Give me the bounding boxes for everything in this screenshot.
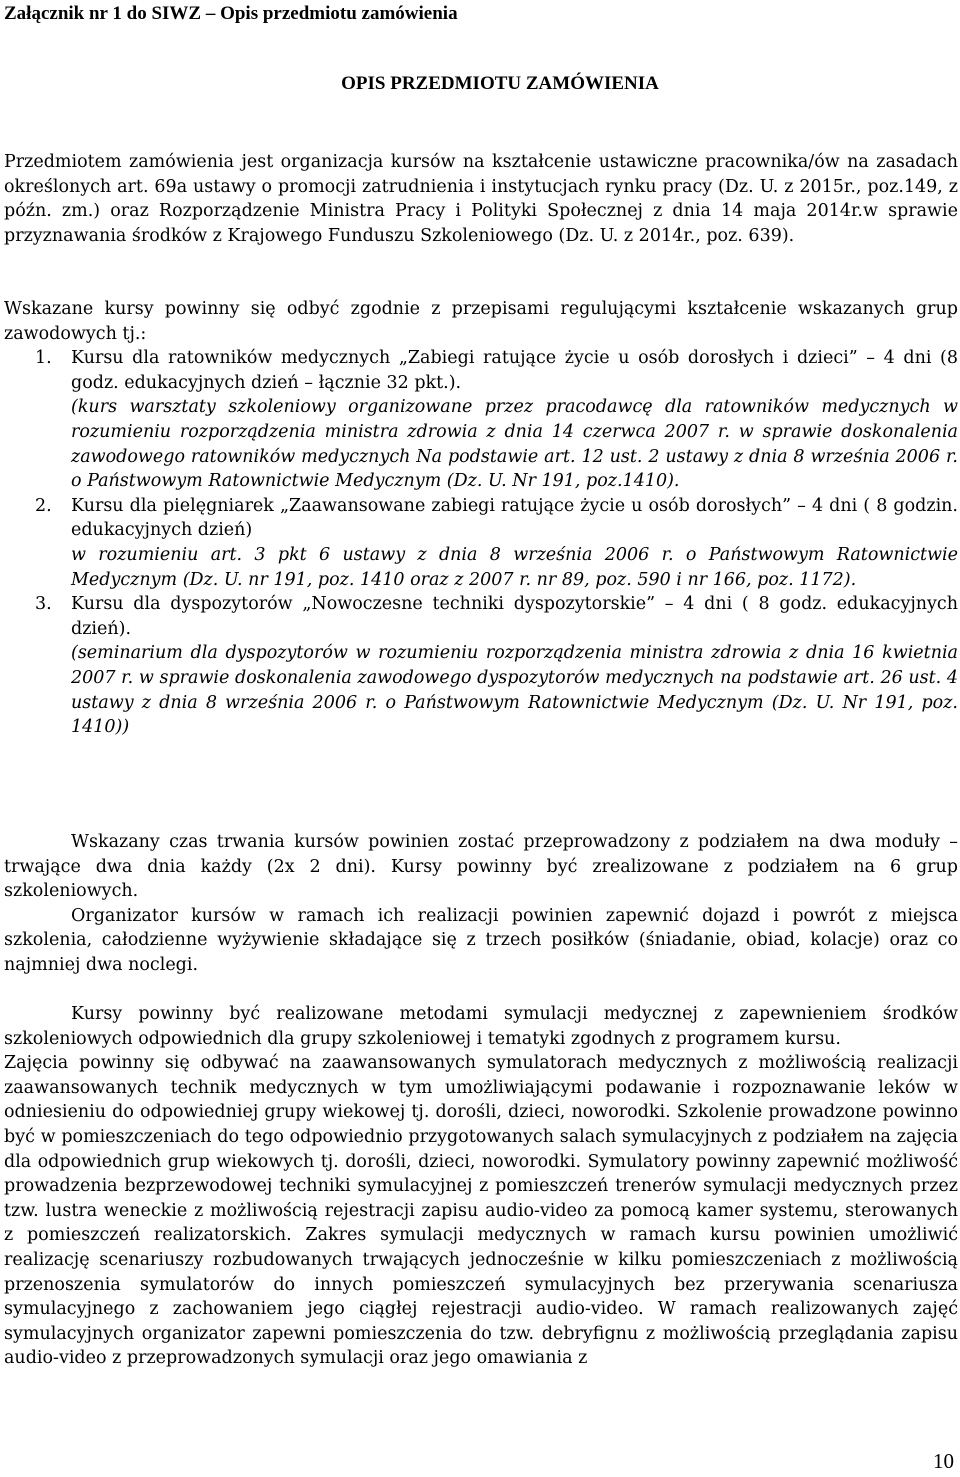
course-title: Kursu dla dyspozytorów „Nowoczesne techniki dyspozytorskie” – 4 dni ( 8 godz. edukacyjnych dzień).: [71, 594, 958, 639]
document-header: Załącznik nr 1 do SIWZ – Opis przedmiotu zamówienia: [4, 3, 458, 24]
course-title: Kursu dla pielęgniarek „Zaawansowane zabiegi ratujące życie u osób dorosłych” – 4 dni ( 8 godzin. edukacyjnych dzień): [71, 495, 958, 541]
courses-section: [4, 297, 958, 740]
methods-text: Kursy powinny być realizowane metodami symulacji medycznej z zapewnieniem środków szkoleniowych odpowiednich dla grupy szkoleniowej i tematyki zgodnych z programem kursu.: [4, 1004, 958, 1049]
classes-text: Zajęcia powinny się odbywać na zaawansowanych symulatorach medycznych z możliwością realizacji zaawansowanych technik medycznych w tym umożliwiającymi podawanie i rozpoznawanie leków w odniesieniu do odpowiedniej grupy wiekowej tj. dorośli, dzieci, noworodki. Szkolenie prowadzone powinno być w pomieszczeniach do tego odpowiednio przygotowanych salach symulacyjnych z podziałem na zajęcia dla odpowiednich grup wiekowych tj. dorośli, dzieci, noworodki. Symulatory powinny zapewnić możliwość prowadzenia bezprzewodowej techniki symulacyjnej z pomieszczeń trenerów symulacji medycznych przez tzw. lustra weneckie z możliwością rejestracji zapisu audio-video za pomocą kamer systemu, sterowanych z pomieszczeń realizatorskich. Zakres symulacji medycznych w ramach kursu powinien umożliwić realizację scenariuszy rozbudowanych trwających jednocześnie w kilku pomieszczeniach z możliwością przenoszenia symulatorów do innych pomieszczeń symulacyjnych bez przerywania scenariusza symulacyjnego z zachowaniem jego ciągłej rejestracji audio-video. W ramach realizowanych zajęć symulacyjnych organizator zapewni pomieszczenia do tzw. debryfignu z możliwością przeglądania zapisu audio-video z przeprowadzonych symulacji oraz jego omawiania z: [4, 1053, 958, 1369]
document-title: OPIS PRZEDMIOTU ZAMÓWIENIA: [341, 73, 659, 94]
page-number: 10: [933, 1449, 954, 1473]
course-legal-note: w rozumieniu art. 3 pkt 6 ustawy z dnia 8 września 2006 r. o Państwowym Ratownictwie Medycznym (Dz. U. nr 191, poz. 1410 oraz z 2007 r. nr 89, poz. 590 i nr 166, poz. 1172).: [71, 544, 958, 590]
duration-paragraph: [4, 830, 958, 978]
duration-text: Wskazany czas trwania kursów powinien zostać przeprowadzony z podziałem na dwa moduły – trwające dwa dnia każdy (2x 2 dni). Kursy powinny być zrealizowane z podziałem na 6 grup szkoleniowych.: [4, 832, 958, 902]
course-number: 3.: [35, 594, 52, 615]
course-item-2: [4, 494, 958, 592]
methods-paragraph: [4, 1002, 958, 1371]
course-number: 2.: [35, 495, 52, 516]
course-title: Kursu dla ratowników medycznych „Zabiegi ratujące życie u osób dorosłych i dzieci” – 4 dni (8 godz. edukacyjnych dzień – łącznie 32 pkt.).: [71, 348, 958, 393]
intro-text: Przedmiotem zamówienia jest organizacja kursów na kształcenie ustawiczne pracownika/ów na zasadach określonych art. 69a ustawy o promocji zatrudnienia i instytucjach rynku pracy (Dz. U. z 2015r., poz.149, z późn. zm.) oraz Rozporządzenie Ministra Pracy i Polityki Społecznej z dnia 14 maja 2014r.w sprawie przyznawania środków z Krajowego Funduszu Szkoleniowego (Dz. U. z 2014r., poz. 639).: [4, 152, 958, 246]
course-item-1: [4, 346, 958, 494]
organizer-text: Organizator kursów w ramach ich realizacji powinien zapewnić dojazd i powrót z miejsca szkolenia, całodzienne wyżywienie składające się z trzech posiłków (śniadanie, obiad, kolacje) oraz co najmniej dwa noclegi.: [4, 905, 958, 975]
course-legal-note: (seminarium dla dyspozytorów w rozumieniu rozporządzenia ministra zdrowia z dnia 16 kwietnia 2007 r. w sprawie doskonalenia zawodowego dyspozytorów medycznych na podstawie art. 26 ust. 4 ustawy z dnia 8 września 2006 r. o Państwowym Ratownictwie Medycznym (Dz. U. Nr 191, poz. 1410)): [71, 643, 958, 738]
course-legal-note: (kurs warsztaty szkoleniowy organizowane przez pracodawcę dla ratowników medycznych w rozumieniu rozporządzenia ministra zdrowia z dnia 14 czerwca 2007 r. w sprawie doskonalenia zawodowego ratowników medycznych Na podstawie art. 12 ust. 2 ustawy z dnia 8 września 2006 r. o Państwowym Ratownictwie Medycznym (Dz. U. Nr 191, poz.1410).: [71, 397, 958, 492]
intro-paragraph: [4, 150, 958, 248]
courses-intro: Wskazane kursy powinny się odbyć zgodnie z przepisami regulującymi kształcenie wskazanych grup zawodowych tj.:: [4, 299, 958, 344]
course-item-3: [4, 592, 958, 740]
course-number: 1.: [35, 348, 52, 369]
